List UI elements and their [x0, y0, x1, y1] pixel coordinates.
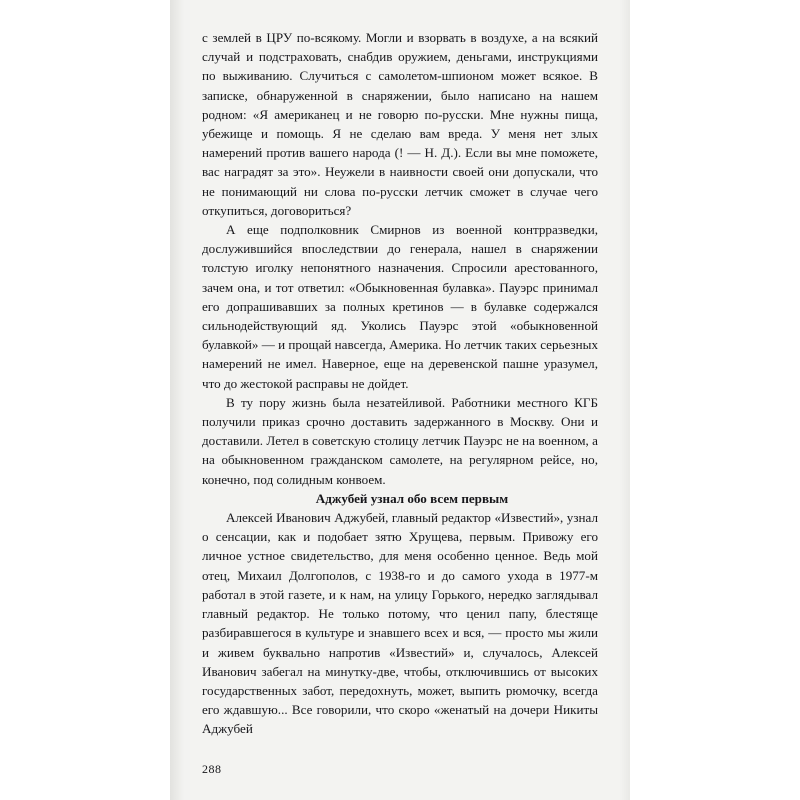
- paragraph-1: с землей в ЦРУ по-всякому. Могли и взорвать в воздухе, а на всякий случай и подстраховать, снабдив оружием, деньгами, инструкциями по выживанию. Случиться с самолетом-шпионом может всякое. В записке, обнаруженной в снаряжении, было написано на нашем родном: «Я американец и не говорю по-русски. Мне нужны пища, убежище и помощь. Я не сделаю вам вреда. У меня нет злых намерений против вашего народа (! — Н. Д.). Если вы мне поможете, вас наградят за это». Неужели в наивности своей они допускали, что не понимающий ни слова по-русски летчик сможет в случае чего откупиться, договориться?: [202, 30, 598, 218]
- paragraph-3: В ту пору жизнь была незатейливой. Работники местного КГБ получили приказ срочно доставить задержанного в Москву. Они и доставили. Летел в советскую столицу летчик Пауэрс не на военном, а на обыкновенном гражданском самолете, на регулярном рейсе, но, конечно, под солидным конвоем.: [202, 394, 598, 487]
- paragraph-2: А еще подполковник Смирнов из военной контрразведки, дослужившийся впоследствии до генерала, нашел в снаряжении толстую иголку непонятного назначения. Спросили арестованного, зачем она, и тот ответил: «Обыкновенная булавка». Пауэрс принимал его допрашивавших за полных кретинов — в булавке содержался сильнодействующий яд. Уколись Пауэрс этой «обыкновенной булавкой» — и прощай навсегда, Америка. Но летчик таких серьезных намерений не имел. Наверное, еще на деревенской пашне уразумел, что до жестокой расправы не дойдет.: [202, 222, 598, 391]
- section-subheading: Аджубей узнал обо всем первым: [315, 490, 509, 506]
- paragraph-4: Алексей Иванович Аджубей, главный редактор «Известий», узнал о сенсации, как и подобает зятю Хрущева, первым. Привожу его личное устное свидетельство, для меня особенно ценное. Ведь мой отец, Михаил Долгополов, с 1938-го и до самого ухода в 1977-м работал в этой газете, и к нам, на улицу Горького, нередко заглядывал главный редактор. Не только потому, что ценил папу, блестяще разбиравшегося в культуре и знавшего всех и вся, — просто мы жили и живем буквально напротив «Известий» и, случалось, Алексей Иванович забегал на минутку-две, чтобы, отключившись от высоких государственных забот, передохнуть, может, выпить рюмочку, всегда его ждавшую... Все говорили, что скоро «женатый на дочери Никиты Аджубей: [202, 510, 598, 737]
- page-text-column: [202, 28, 598, 739]
- page-number: 288: [202, 762, 222, 776]
